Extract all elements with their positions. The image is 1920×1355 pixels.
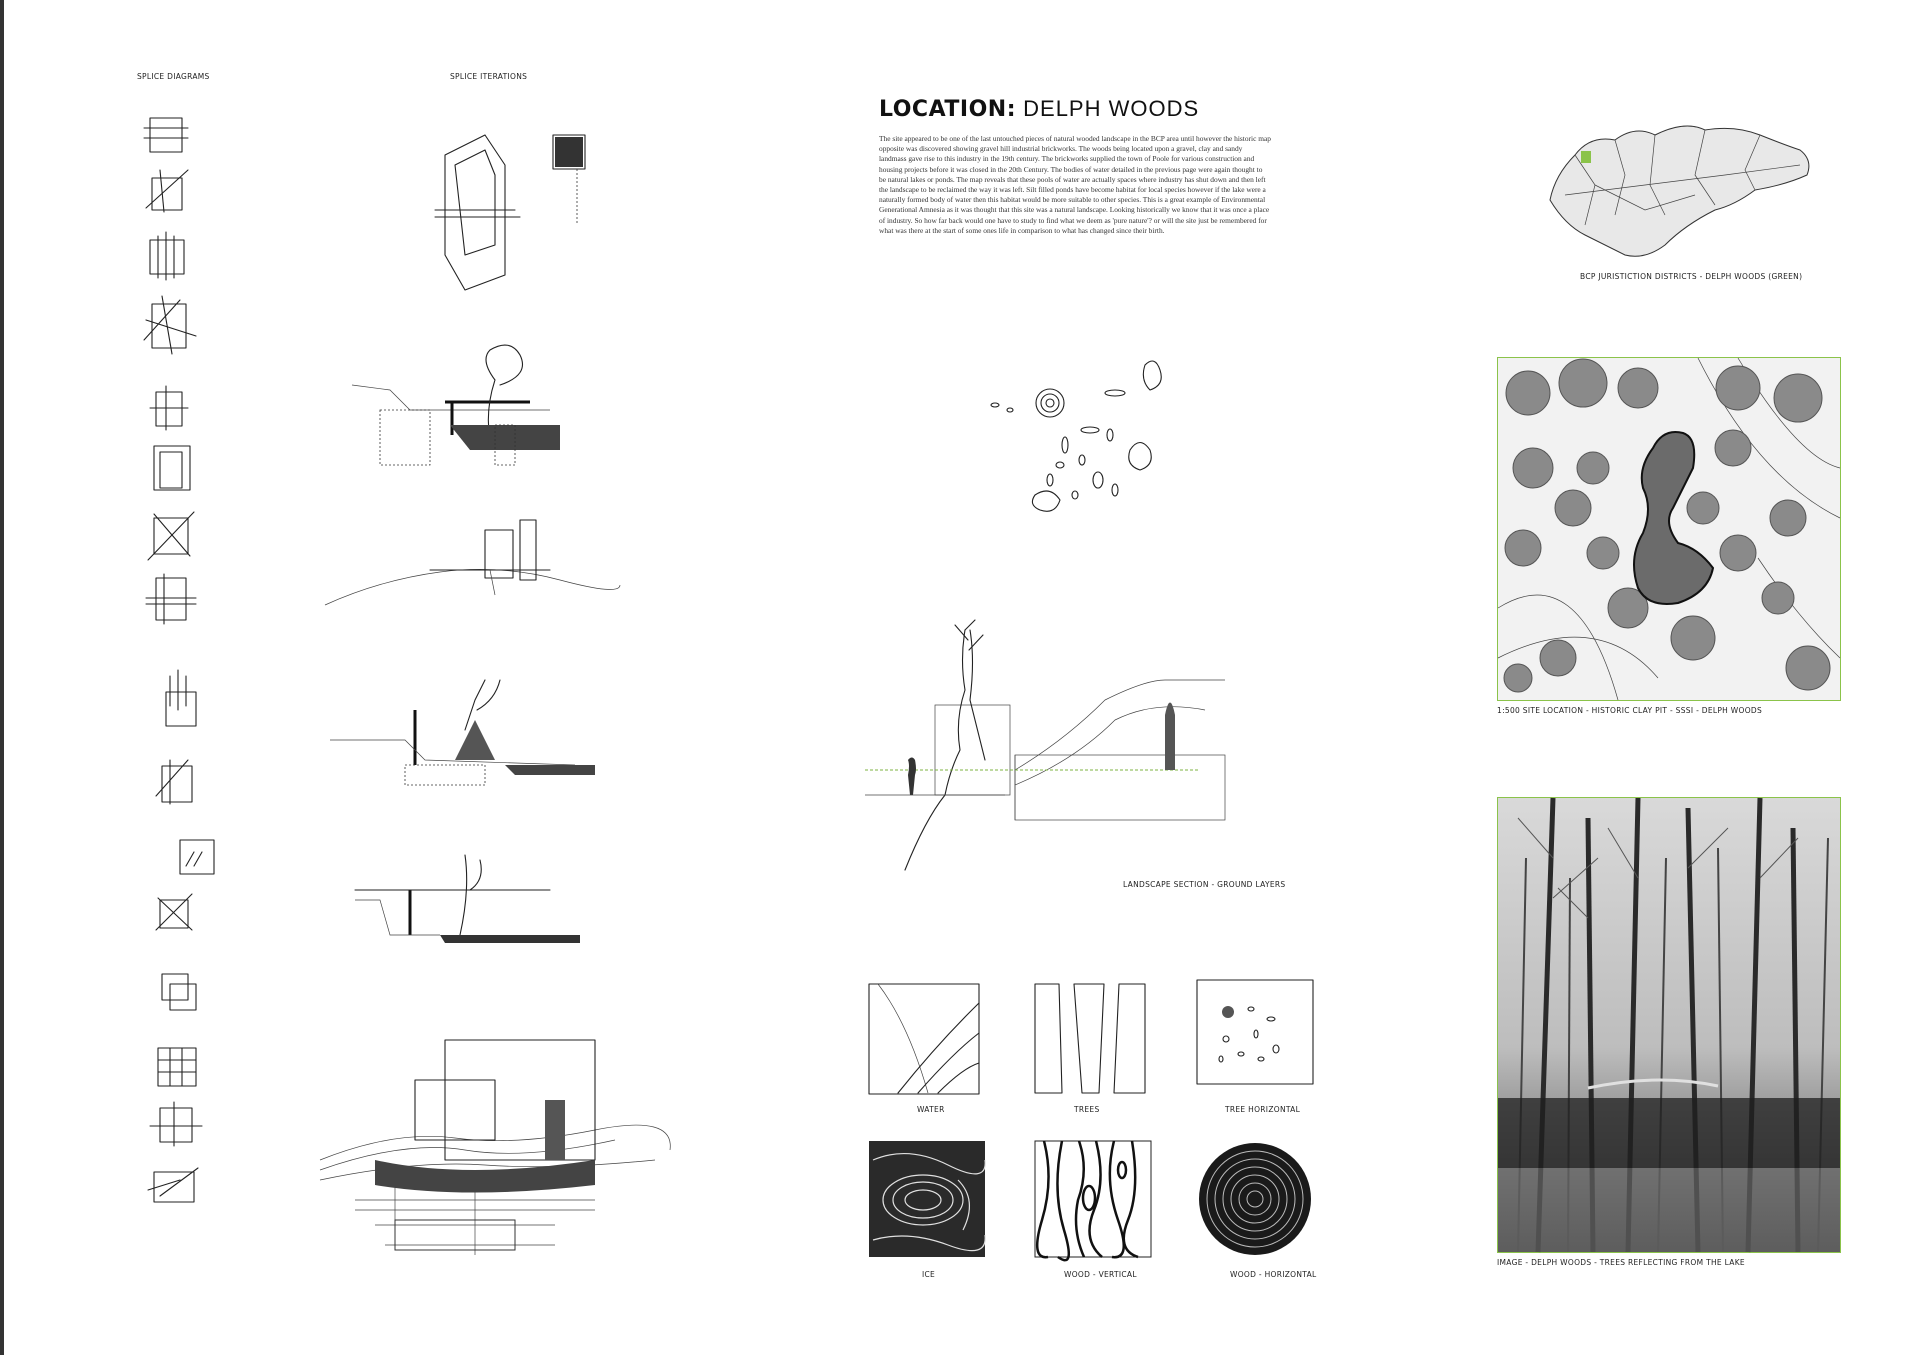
splice-iteration-3	[320, 510, 620, 620]
tree-horizontal-tile	[1196, 979, 1314, 1091]
splice-iteration-2	[350, 340, 610, 470]
splice-iteration-6	[315, 1010, 675, 1260]
site-plan	[1498, 358, 1840, 700]
ice-caption: ICE	[922, 1270, 936, 1279]
ice-tile	[868, 1140, 986, 1258]
tree-horizontal-caption: TREE HORIZONTAL	[1225, 1105, 1301, 1114]
page-title	[879, 96, 1199, 122]
map-caption: BCP JURISTICTION DISTRICTS - DELPH WOODS (GREEN)	[1580, 272, 1803, 281]
woods-photo-frame	[1497, 797, 1841, 1253]
wood-horizontal-caption: WOOD - HORIZONTAL	[1230, 1270, 1317, 1279]
trees-tile	[1034, 983, 1146, 1095]
page-edge	[0, 0, 4, 1355]
water-tile	[868, 983, 980, 1095]
photo-caption: IMAGE - DELPH WOODS - TREES REFLECTING FROM THE LAKE	[1497, 1258, 1745, 1267]
scatter-sketch	[940, 355, 1180, 535]
splice-diagrams-heading: SPLICE DIAGRAMS	[137, 72, 210, 81]
water-caption: WATER	[917, 1105, 945, 1114]
splice-iteration-1	[425, 125, 605, 305]
trees-caption: TREES	[1074, 1105, 1100, 1114]
site-caption: 1:500 SITE LOCATION - HISTORIC CLAY PIT - SSSI - DELPH WOODS	[1497, 706, 1763, 715]
wood-horizontal-tile	[1196, 1140, 1314, 1258]
woods-photo	[1498, 798, 1840, 1252]
wood-vertical-tile	[1034, 1140, 1152, 1258]
bcp-district-map	[1545, 115, 1815, 265]
landscape-section	[865, 620, 1225, 870]
splice-iterations-heading: SPLICE ITERATIONS	[450, 72, 528, 81]
splice-iteration-4	[325, 670, 605, 790]
wood-vertical-caption: WOOD - VERTICAL	[1064, 1270, 1137, 1279]
site-plan-frame	[1497, 357, 1841, 701]
splice-diagrams	[140, 110, 240, 1220]
splice-iteration-5	[350, 850, 610, 960]
title-bold: LOCATION:	[879, 97, 1017, 122]
section-caption: LANDSCAPE SECTION - GROUND LAYERS	[1123, 880, 1286, 889]
body-paragraph: The site appeared to be one of the last untouched pieces of natural wooded landscape in the BCP area until however the historic map opposite was discovered showing gravel hill industrial brickworks. The woods being located upon a gravel, clay and sandy landmass gave rise to this industry in the 19th century. The brickworks supplied the town of Poole for various construction and housing projects before it was closed in the 20th Century. The bodies of water detailed in the previous page were again thought to be natural lakes or ponds. The map reveals that these pools of water are actually spaces where industry has shut down and then left the landscape to be reclaimed the way it was left. Silt filled ponds have become habitat for local species however if the lake were a naturally formed body of water then this habitat would be more suitable to other species. This is a great example of Environmental Generational Amnesia as it was thought that this site was a natural landscape. Looking historically we know that it was once a place of industry. So how far back would one have to study to find what we deem as 'pure nature'? or will the site just be remembered for what was there at the start of some ones life in comparison to what has changed since their birth.	[879, 134, 1271, 235]
title-rest: DELPH WOODS	[1016, 96, 1200, 121]
